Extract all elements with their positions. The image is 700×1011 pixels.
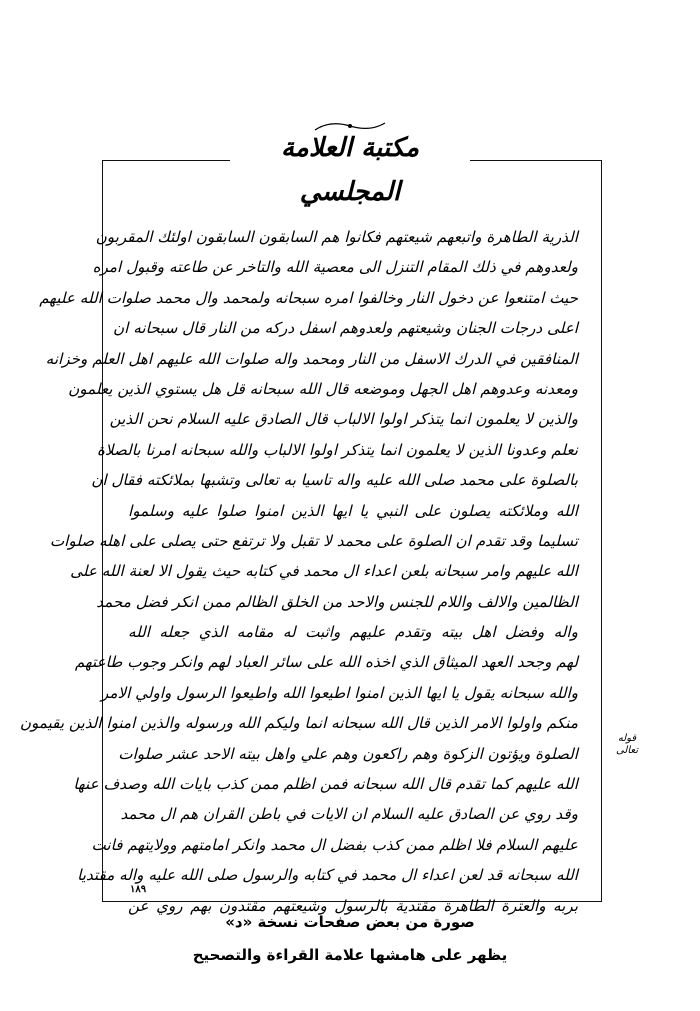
manuscript-line: حيث امتنعوا عن دخول النار وخالفوا امره سبحانه ولمحمد وال محمد صلوات الله عليهم xyxy=(39,288,578,307)
manuscript-line: الله عليهم كما تقدم قال الله سبحانه فمن اظلم ممن كذب بايات الله وصدف عنها xyxy=(73,775,578,794)
manuscript-line: الذرية الطاهرة واتبعهم شيعتهم فكانوا هم السابقون السابقون اولئك المقربون xyxy=(95,228,578,246)
manuscript-line: ولعدوهم في ذلك المقام التنزل الى معصية الله والتاخر عن طاعته وقبول امره xyxy=(92,258,578,277)
manuscript-line: وقد روي عن الصادق عليه السلام ان الايات في باطن القران هم ال محمد xyxy=(120,805,578,824)
manuscript-line: اعلى درجات الجنان وشيعتهم ولعدوهم اسفل دركه من النار قال سبحانه ان xyxy=(113,319,578,338)
caption-note: يظهر على هامشها علامة القراءة والتصحيح xyxy=(192,946,508,964)
library-title: مكتبة العلامة المجلسي xyxy=(280,133,420,207)
manuscript-line: عليهم السلام فلا اظلم ممن كذب بفضل ال محمد وانكر امامتهم وولايتهم فانت xyxy=(91,835,578,854)
manuscript-line: الصلوة ويؤتون الزكوة وهم راكعون وهم علي واهل بيته الاحد عشر صلوات xyxy=(118,744,578,763)
margin-note: قوله تعالى xyxy=(615,733,639,756)
manuscript-line: منكم واولوا الامر الذين قال الله سبحانه انما وليكم الله ورسوله والذين امنوا الذين يقيمون xyxy=(19,714,578,733)
manuscript-line: الله سبحانه قد لعن اعداء ال محمد في كتابه والرسول صلى الله عليه واله مقتديا xyxy=(77,866,578,885)
caption-source: صورة من بعض صفحات نسخة «د» xyxy=(225,913,475,931)
manuscript-line: تسليما وقد تقدم ان الصلوة على محمد لا تقبل ولا ترتفع حتى يصلى على اهله صلوات xyxy=(49,531,578,550)
manuscript-line: نعلم وعدونا الذين لا يعلمون انما يتذكر اولوا الالباب والله سبحانه امرنا بالصلاة xyxy=(96,440,578,459)
folio-number: ١٨٩ xyxy=(130,884,147,895)
manuscript-line: لهم وجحد العهد الميثاق الذي اخذه الله على سائر العباد لهم وانكر وجوب طاعتهم xyxy=(74,653,578,672)
library-header xyxy=(230,126,470,207)
manuscript-line: ومعدنه وعدوهم اهل الجهل وموضعه قال الله سبحانه قل هل يستوي الذين يعلمون xyxy=(68,379,578,398)
manuscript-line: الله وملائكته يصلون على النبي يا ايها الذين امنوا صلوا عليه وسلموا xyxy=(128,501,578,520)
manuscript-line: المنافقين في الدرك الاسفل من النار ومحمد واله صلوات الله عليهم اهل العلم وخزانه xyxy=(45,349,578,368)
manuscript-line: واله وفضل اهل بيته وتقدم عليهم واثبت له مقامه الذي جعله الله xyxy=(128,623,578,642)
manuscript-line: والذين لا يعلمون انما يتذكر اولوا الالباب قال الصادق عليه السلام نحن الذين xyxy=(109,410,578,429)
manuscript-line: بربه والعترة الطاهرة مقتدية بالرسول وشيعتهم مقتدون بهم روي عن xyxy=(128,896,578,915)
manuscript-line: بالصلوة على محمد صلى الله عليه واله تاسيا به تعالى وتشبها بملائكته فقال ان xyxy=(91,471,578,490)
manuscript-line: الظالمين والالف واللام للجنس والاحد من الخلق الظالم ممن انكر فضل محمد xyxy=(96,592,578,611)
manuscript-line: الله عليهم وامر سبحانه بلعن اعداء ال محمد في كتابه حيث يقول الا لعنة الله على xyxy=(70,562,578,581)
manuscript-line: والله سبحانه يقول يا ايها الذين امنوا اطيعوا الله واطيعوا الرسول واولي الامر xyxy=(100,683,578,702)
seal-ornament-icon xyxy=(310,120,390,134)
